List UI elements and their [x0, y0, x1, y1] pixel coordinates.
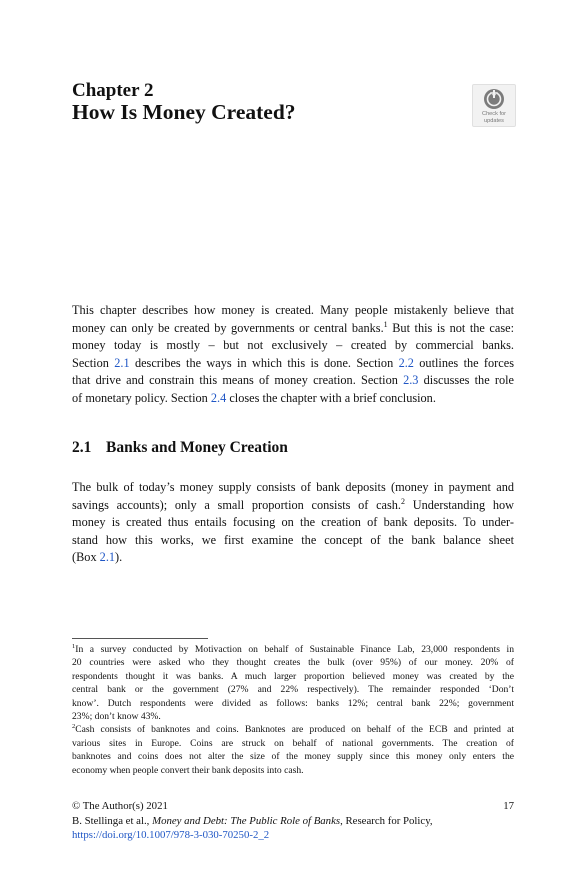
section-number: 2.1 — [72, 439, 92, 456]
check-for-updates-icon — [483, 88, 505, 110]
citation-line: B. Stellinga et al., Money and Debt: The Public Role of Banks, Research for Policy, — [72, 814, 433, 827]
intro-line: money can only be created by governments or central banks.$^1$ But this is not the case: — [72, 319, 514, 335]
footnote-divider — [72, 638, 208, 639]
footnote-2-line: various sites in Europe. Coins are struck on behalf of national governments. The creation of — [72, 737, 514, 749]
badge-line-1: Check for — [482, 111, 506, 117]
footnote-ref-1[interactable]: 1 — [383, 319, 388, 329]
footnote-2-line: economy when people convert their bank deposits into cash. — [72, 764, 304, 776]
intro-line: money today is mostly – but not exclusively – created by commercial banks. — [72, 338, 514, 353]
badge-line-2: updates — [484, 118, 504, 124]
body-line: (Box 2.1). — [72, 550, 123, 565]
book-title: Money and Debt: The Public Role of Banks — [152, 814, 341, 827]
footnote-1-line: central bank or the government (27% and 22% respectively). The remainder responded ‘Don’t — [72, 684, 514, 696]
footnote-1-line: respondents thought it was banks. A much larger proportion believed money was created by the — [72, 670, 514, 682]
box-link-2-1[interactable]: 2.1 — [99, 550, 116, 565]
intro-line: of monetary policy. Section 2.4 closes the chapter with a brief conclusion. — [72, 390, 436, 405]
intro-line: Section 2.1 describes the ways in which this is done. Section 2.2 outlines the forces — [72, 355, 514, 370]
intro-paragraph — [72, 302, 514, 408]
check-for-updates-badge[interactable] — [472, 84, 516, 127]
footnote-ref-2[interactable]: 2 — [401, 496, 406, 506]
intro-line: that drive and constrain this means of money creation. Section 2.3 discusses the role — [72, 373, 514, 388]
footnote-1-line: 20 countries were asked who they thought creates the bulk (over 95%) of our money. 20% of — [72, 657, 514, 669]
body-line: stand how this works, we first examine the concept of the bank balance sheet — [72, 532, 514, 547]
footnotes — [72, 643, 514, 777]
body-line: money is created thus entails focusing on the creation of bank deposits. To under- — [72, 515, 514, 530]
footnote-1-line: 23%; don’t know 43%. — [72, 710, 161, 722]
section-link-2-4[interactable]: 2.4 — [210, 390, 227, 405]
footnote-2-line: $^2$Cash consists of banknotes and coins. Banknotes are produced on behalf of the ECB and printed at — [72, 723, 514, 736]
body-line: savings accounts); only a small proportion consists of cash.$^2$ Understanding how — [72, 496, 514, 512]
body-paragraph — [72, 479, 514, 567]
intro-line: This chapter describes how money is created. Many people mistakenly believe that — [72, 303, 514, 317]
publication-credits — [72, 799, 514, 843]
footnote-1-line: know’. Dutch respondents were divided as follows: banks 12%; central bank 22%; government — [72, 697, 514, 709]
section-heading — [72, 439, 288, 457]
copyright-notice: © The Author(s) 2021 — [72, 800, 168, 812]
section-link-2-2[interactable]: 2.2 — [398, 355, 414, 370]
footnote-1-mark: 1 — [72, 642, 76, 650]
section-link-2-3[interactable]: 2.3 — [403, 373, 419, 388]
chapter-label: Chapter 2 — [72, 80, 154, 101]
footnote-2-mark: 2 — [72, 723, 76, 731]
chapter-title: How Is Money Created? — [72, 100, 296, 124]
footnote-1-line: $^1$In a survey conducted by Motivaction on behalf of Sustainable Finance Lab, 23,000 respondents in — [72, 642, 514, 655]
footnote-2-line: banknotes and coins does not alter the size of the money supply since this money only enters the — [72, 751, 514, 763]
body-line: The bulk of today’s money supply consists of bank deposits (money in payment and — [72, 480, 514, 494]
doi-link[interactable]: https://doi.org/10.1007/978-3-030-70250-2_2 — [72, 829, 270, 841]
section-title: Banks and Money Creation — [106, 439, 288, 456]
section-link-2-1[interactable]: 2.1 — [114, 355, 130, 370]
page-number: 17 — [503, 800, 514, 812]
